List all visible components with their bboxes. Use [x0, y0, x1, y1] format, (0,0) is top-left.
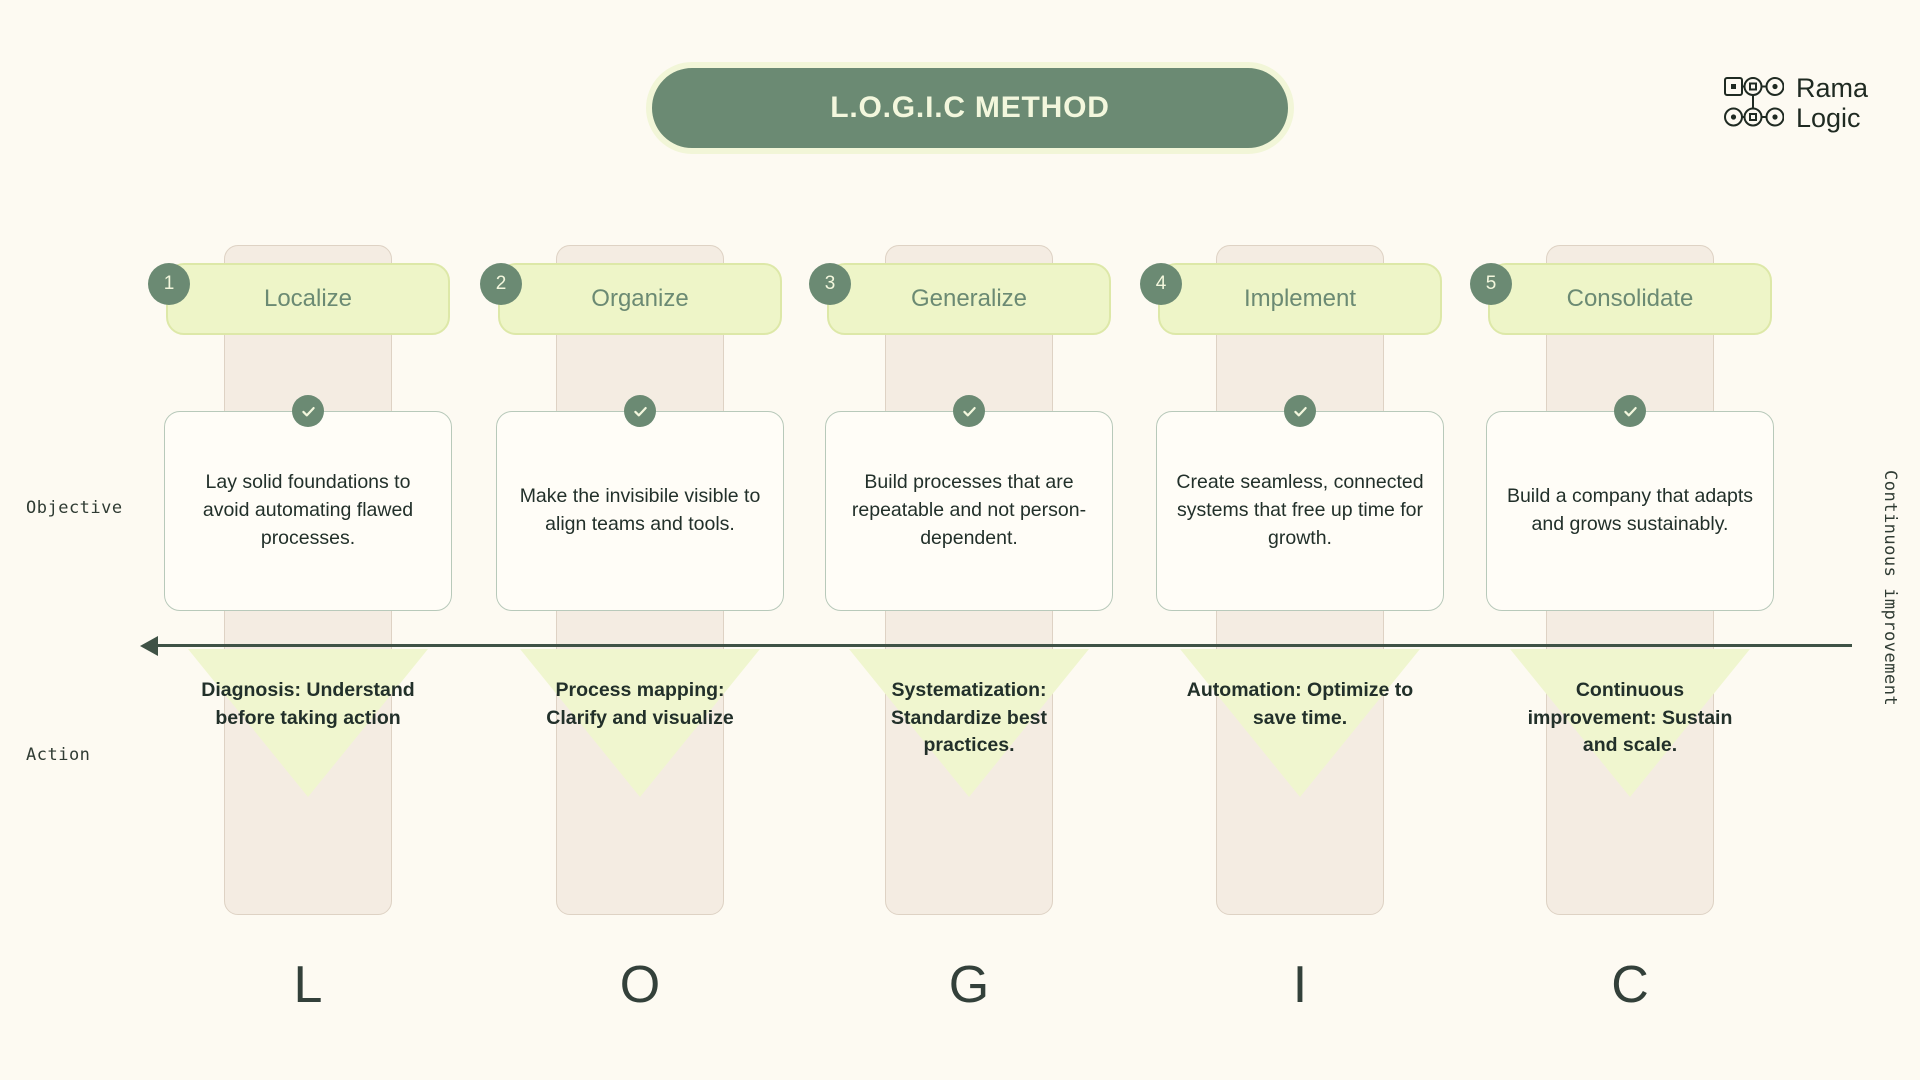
step-name-2: Organize — [591, 285, 689, 312]
check-icon-5 — [1614, 395, 1646, 427]
brand-name-line2: Logic — [1795, 103, 1861, 133]
objective-text-2: Make the invisibile visible to align teams and tools. — [519, 485, 761, 535]
objective-text-3: Build processes that are repeatable and not person-dependent. — [851, 471, 1087, 549]
feedback-arrow-line — [152, 644, 1852, 647]
step-name-5: Consolidate — [1566, 285, 1694, 312]
objective-text-5: Build a company that adapts and grows sustainably. — [1506, 485, 1754, 535]
step-number-badge-1 — [148, 263, 190, 305]
objective-card-3 — [825, 411, 1113, 611]
step-number-2: 2 — [495, 273, 507, 294]
acronym-letter-1: L — [293, 956, 323, 1014]
objective-card-5 — [1486, 411, 1774, 611]
check-icon-3 — [953, 395, 985, 427]
objective-text-1: Lay solid foundations to avoid automating flawed processes. — [202, 471, 414, 549]
check-icon-4 — [1284, 395, 1316, 427]
step-number-badge-2 — [480, 263, 522, 305]
acronym-letter-3: G — [948, 956, 990, 1014]
check-icon-1 — [292, 395, 324, 427]
action-row-label: Action — [26, 745, 91, 765]
action-text-1: Diagnosis: Understand before taking action — [201, 679, 415, 729]
acronym-letter-5: C — [1611, 956, 1649, 1014]
step-number-badge-3 — [809, 263, 851, 305]
step-header-3[interactable] — [824, 263, 1111, 335]
objective-card-4 — [1156, 411, 1444, 611]
action-text-4: Automation: Optimize to save time. — [1186, 679, 1414, 729]
objective-card-2 — [496, 411, 784, 611]
step-number-1: 1 — [163, 273, 175, 294]
step-number-5: 5 — [1485, 273, 1497, 294]
step-number-badge-5 — [1470, 263, 1512, 305]
step-header-4[interactable] — [1155, 263, 1442, 335]
step-number-badge-4 — [1140, 263, 1182, 305]
brand-name-line1: Rama — [1795, 72, 1868, 103]
objective-text-4: Create seamless, connected systems that free up time for growth. — [1176, 471, 1424, 549]
acronym-letter-2: O — [619, 956, 661, 1014]
step-name-4: Implement — [1243, 285, 1357, 312]
step-number-4: 4 — [1155, 273, 1167, 294]
action-text-3: Systematization: Standardize best practices. — [890, 679, 1048, 757]
step-name-3: Generalize — [910, 285, 1028, 312]
check-icon-2 — [624, 395, 656, 427]
step-header-1[interactable] — [163, 263, 450, 335]
feedback-arrow-head-icon — [140, 636, 158, 656]
acronym-letter-4: I — [1292, 956, 1308, 1014]
step-header-5[interactable] — [1485, 263, 1772, 335]
page-title: L.O.G.I.C METHOD — [830, 91, 1110, 124]
action-text-2: Process mapping: Clarify and visualize — [546, 679, 734, 729]
continuous-improvement-label: Continuous improvement — [1880, 470, 1900, 707]
step-header-2[interactable] — [495, 263, 782, 335]
action-text-5: Continuous improvement: Sustain and scale. — [1527, 679, 1733, 757]
objective-card-1 — [164, 411, 452, 611]
step-number-3: 3 — [824, 273, 836, 294]
step-name-1: Localize — [263, 285, 353, 312]
objective-row-label: Objective — [26, 498, 123, 518]
